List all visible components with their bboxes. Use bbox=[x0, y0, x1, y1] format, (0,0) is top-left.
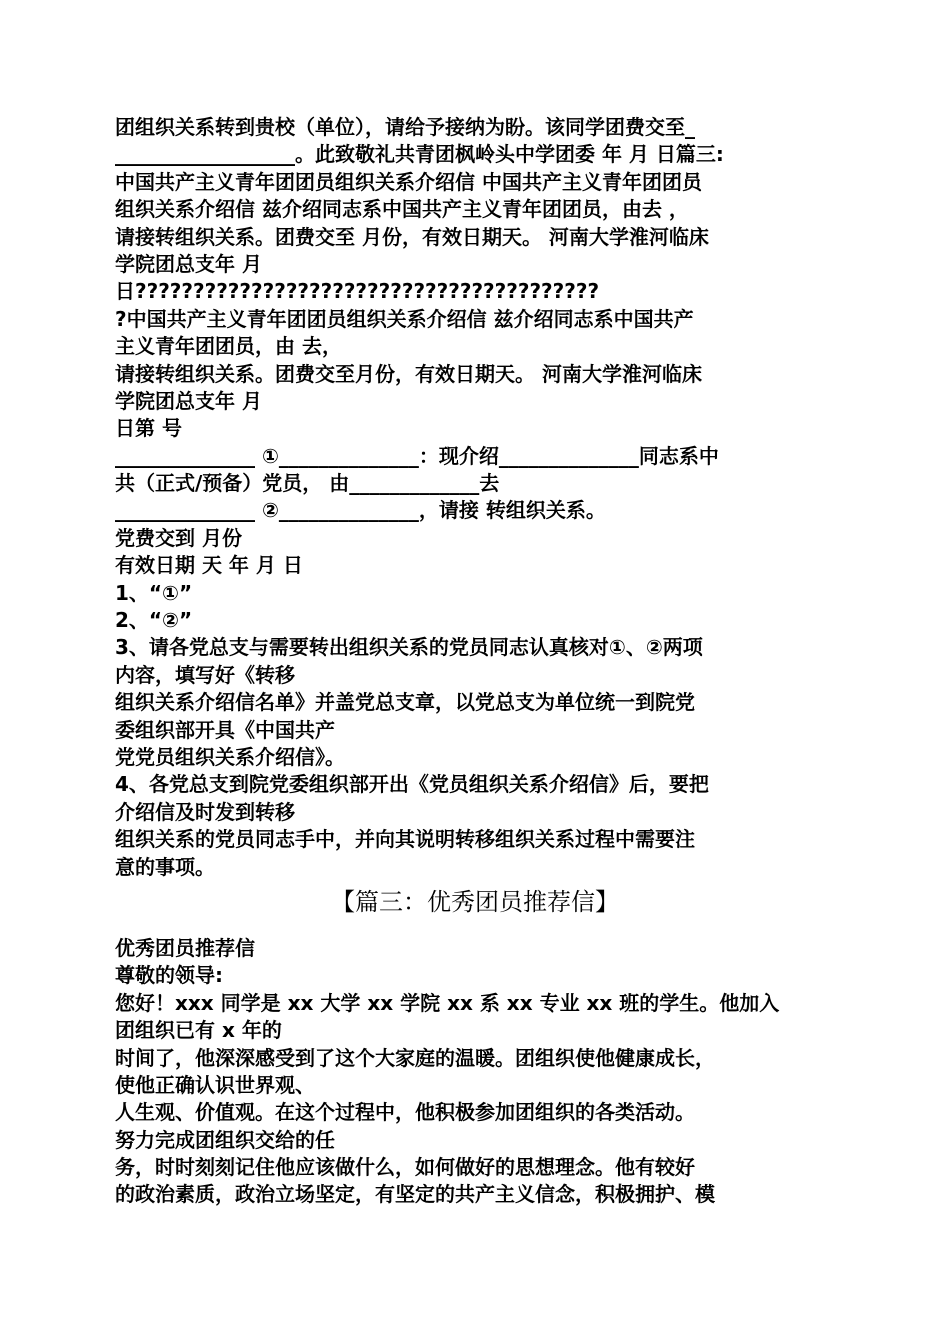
section-heading: 【篇三：优秀团员推荐信】 bbox=[331, 887, 619, 916]
text-line: __________________。此致敬礼共青团枫岭头中学团委 年 月 日篇三: bbox=[115, 142, 724, 167]
text-line: 共（正式/预备）党员， 由_____________去 bbox=[115, 471, 500, 496]
text-line: 使他正确认识世界观、 bbox=[115, 1072, 315, 1097]
text-line: 团组织关系转到贵校（单位），请给予接纳为盼。该同学团费交至_ bbox=[115, 115, 695, 139]
text-line: ______________ ①______________：现介绍______________同志系中 bbox=[115, 443, 719, 468]
document-body bbox=[115, 114, 835, 1209]
text-line: ______________ ②______________，请接 转组织关系。 bbox=[115, 498, 606, 523]
text-line: 学院团总支年 月 bbox=[115, 388, 262, 413]
top-section bbox=[115, 114, 835, 881]
text-line: 中国共产主义青年团团员组织关系介绍信 中国共产主义青年团团员 bbox=[115, 169, 702, 194]
text-line: 党党员组织关系介绍信》。 bbox=[115, 744, 345, 769]
text-line: 日第 号 bbox=[115, 416, 182, 441]
text-line: 时间了，他深深感受到了这个大家庭的温暖。团组织使他健康成长， bbox=[115, 1045, 715, 1070]
text-line: 学院团总支年 月 bbox=[115, 251, 262, 276]
text-line: 主义青年团团员，由 去， bbox=[115, 334, 342, 359]
text-line: 组织关系介绍信 兹介绍同志系中国共产主义青年团团员，由去 ， bbox=[115, 197, 689, 222]
text-line: 您好！xxx 同学是 xx 大学 xx 学院 xx 系 xx 专业 xx 班的学生。他加入 bbox=[115, 990, 780, 1015]
text-line: 意的事项。 bbox=[115, 854, 215, 879]
text-line: 2、“②” bbox=[115, 608, 193, 633]
text-line: 团组织已有 x 年的 bbox=[115, 1018, 282, 1043]
text-line: 的政治素质，政治立场坚定，有坚定的共产主义信念，积极拥护、模 bbox=[115, 1182, 715, 1207]
text-line: 3、请各党总支与需要转出组织关系的党员同志认真核对①、②两项 bbox=[115, 635, 703, 660]
text-line: 日???????????????????????????????????????? bbox=[115, 279, 600, 304]
text-line: 内容，填写好《转移 bbox=[115, 662, 295, 687]
text-line: 介绍信及时发到转移 bbox=[115, 799, 295, 824]
text-line: 努力完成团组织交给的任 bbox=[115, 1127, 335, 1152]
text-line: ?中国共产主义青年团团员组织关系介绍信 兹介绍同志系中国共产 bbox=[115, 306, 694, 331]
text-line: 组织关系的党员同志手中，并向其说明转移组织关系过程中需要注 bbox=[115, 827, 695, 852]
text-line: 优秀团员推荐信 bbox=[115, 935, 255, 960]
text-line: 1、“①” bbox=[115, 580, 193, 605]
text-line: 请接转组织关系。团费交至月份，有效日期天。 河南大学淮河临床 bbox=[115, 361, 702, 386]
bottom-section bbox=[115, 935, 835, 1209]
text-line: 有效日期 天 年 月 日 bbox=[115, 553, 303, 578]
text-line: 委组织部开具《中国共产 bbox=[115, 717, 335, 742]
text-line: 4、各党总支到院党委组织部开出《党员组织关系介绍信》后，要把 bbox=[115, 772, 709, 797]
text-line: 组织关系介绍信名单》并盖党总支章，以党总支为单位统一到院党 bbox=[115, 690, 695, 715]
text-line: 务，时时刻刻记住他应该做什么，如何做好的思想理念。他有较好 bbox=[115, 1155, 695, 1180]
text-line: 党费交到 月份 bbox=[115, 525, 242, 550]
text-line: 人生观、价值观。在这个过程中，他积极参加团组织的各类活动。 bbox=[115, 1100, 695, 1125]
text-line: 尊敬的领导: bbox=[115, 963, 223, 988]
text-line: 请接转组织关系。团费交至 月份，有效日期天。 河南大学淮河临床 bbox=[115, 224, 709, 249]
